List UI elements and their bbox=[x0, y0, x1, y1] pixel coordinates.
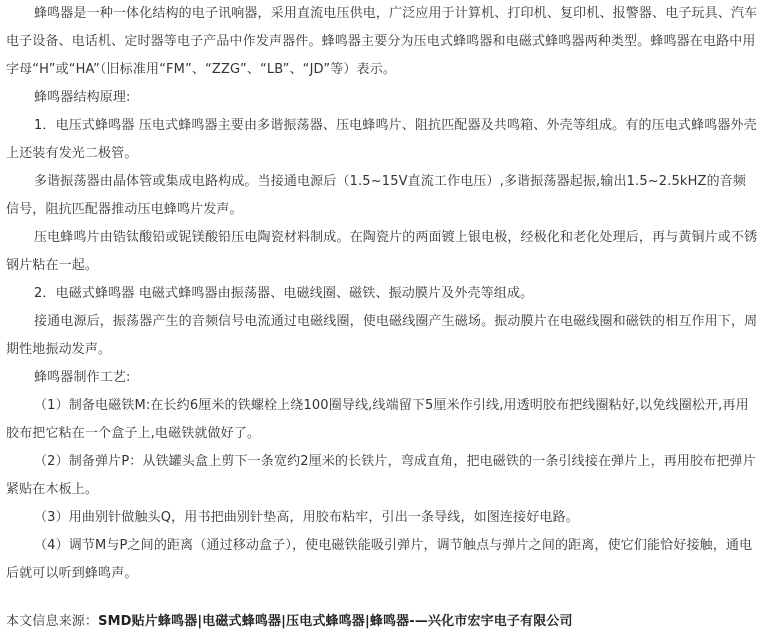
paragraph: 接通电源后，振荡器产生的音频信号电流通过电磁线圈，使电磁线圈产生磁场。振动膜片在电磁线圈和磁铁的相互作用下，周期性地振动发声。 bbox=[6, 314, 758, 357]
paragraph: 蜂鸣器制作工艺: bbox=[34, 370, 131, 385]
paragraph: 压电蜂鸣片由锆钛酸铅或铌镁酸铅压电陶瓷材料制成。在陶瓷片的两面镀上银电极，经极化和老化处理后，再与黄铜片或不锈钢片粘在一起。 bbox=[6, 230, 758, 273]
paragraph: 蜂鸣器结构原理: bbox=[34, 90, 131, 105]
paragraph: 蜂鸣器是一种一体化结构的电子讯响器，采用直流电压供电，广泛应用于计算机、打印机、复印机、报警器、电子玩具、汽车电子设备、电话机、定时器等电子产品中作发声器件。蜂鸣器主要分为压电式蜂鸣器和电磁式蜂鸣器两种类型。蜂鸣器在电路中用字母“H”或“HA”（旧标准用“FM”、“ZZG”、“LB”、“JD”等）表示。 bbox=[6, 6, 758, 77]
paragraph: （3）用曲别针做触头Q，用书把曲别针垫高，用胶布粘牢，引出一条导线，如图连接好电路。 bbox=[34, 510, 579, 525]
paragraph: （1）制备电磁铁M:在长约6厘米的铁螺栓上绕100圈导线,线端留下5厘米作引线,用透明胶布把线圈粘好,以免线圈松开,再用胶布把它粘在一个盒子上,电磁铁就做好了。 bbox=[6, 398, 749, 441]
source-line bbox=[6, 612, 573, 632]
paragraph: 1．电压式蜂鸣器 压电式蜂鸣器主要由多谐振荡器、压电蜂鸣片、阻抗匹配器及共鸣箱、外壳等组成。有的压电式蜂鸣器外壳上还装有发光二极管。 bbox=[6, 118, 757, 161]
source-links[interactable]: SMD贴片蜂鸣器|电磁式蜂鸣器|压电式蜂鸣器|蜂鸣器-—兴化市宏宇电子有限公司 bbox=[98, 614, 573, 629]
source-label: 本文信息来源： bbox=[6, 614, 99, 629]
paragraph: （4）调节M与P之间的距离（通过移动盒子），使电磁铁能吸引弹片，调节触点与弹片之间的距离，使它们能恰好接触，通电后就可以听到蜂鸣声。 bbox=[6, 538, 753, 581]
paragraph: 多谐振荡器由晶体管或集成电路构成。当接通电源后（1.5~15V直流工作电压）,多谐振荡器起振,输出1.5~2.5kHZ的音频信号，阻抗匹配器推动压电蜂鸣片发声。 bbox=[6, 174, 747, 217]
paragraph: （2）制备弹片P：从铁罐头盒上剪下一条宽约2厘米的长铁片，弯成直角，把电磁铁的一条引线接在弹片上，再用胶布把弹片紧贴在木板上。 bbox=[6, 454, 756, 497]
paragraph: 2．电磁式蜂鸣器 电磁式蜂鸣器由振荡器、电磁线圈、磁铁、振动膜片及外壳等组成。 bbox=[34, 286, 534, 301]
